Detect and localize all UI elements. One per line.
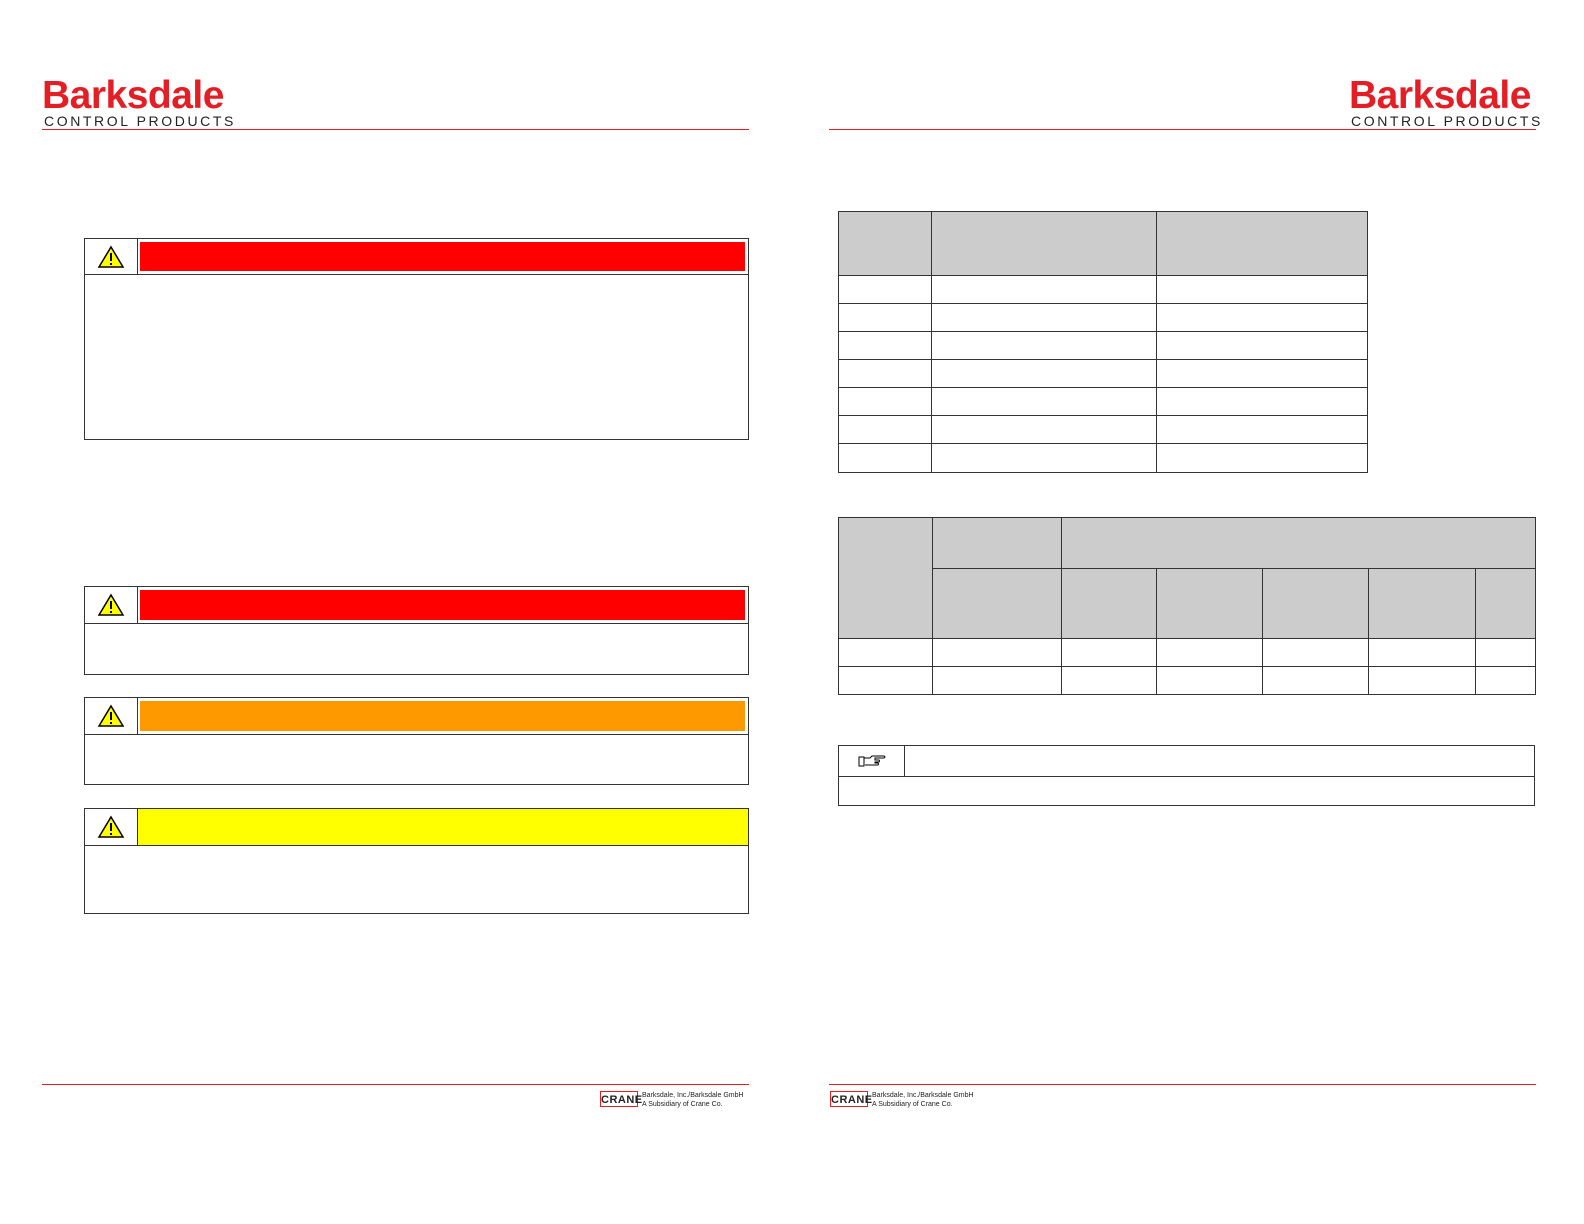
warning-band xyxy=(138,698,748,734)
table-header-row xyxy=(839,518,1536,569)
table-row xyxy=(839,416,1368,444)
table-header-cell xyxy=(839,518,933,639)
table-row xyxy=(839,667,1536,695)
right-logo xyxy=(1349,74,1543,129)
danger-band xyxy=(138,587,748,623)
table-header-cell xyxy=(1369,569,1476,639)
danger-box-2-header xyxy=(85,587,748,624)
table-row xyxy=(839,304,1368,332)
footer-company: Barksdale, Inc./Barksdale GmbH xyxy=(872,1092,974,1099)
warning-box xyxy=(84,697,749,785)
table-header-cell xyxy=(1062,518,1536,569)
left-logo-brand: Barksdale xyxy=(42,74,224,117)
left-logo xyxy=(42,74,236,129)
right-footer-rule xyxy=(829,1084,1536,1085)
note-box-header xyxy=(839,746,1534,777)
note-box xyxy=(838,745,1535,806)
table-subheader-row xyxy=(839,569,1536,639)
warning-triangle-icon xyxy=(85,239,138,274)
left-logo-tagline: CONTROL PRODUCTS xyxy=(44,113,236,129)
table-row xyxy=(839,388,1368,416)
table-header-cell xyxy=(932,212,1157,276)
warning-triangle-icon xyxy=(85,698,138,734)
footer-subsidiary: A Subsidiary of Crane Co. xyxy=(872,1101,953,1108)
footer-subsidiary: A Subsidiary of Crane Co. xyxy=(642,1101,723,1108)
footer-company: Barksdale, Inc./Barksdale GmbH xyxy=(642,1092,744,1099)
caution-band xyxy=(138,809,748,845)
table-header-cell xyxy=(1157,212,1368,276)
table-header-cell xyxy=(839,212,932,276)
table-row xyxy=(839,360,1368,388)
left-footer xyxy=(600,1091,744,1109)
table-header-row xyxy=(839,212,1368,276)
crane-logo: CRANE xyxy=(600,1091,638,1107)
warning-triangle-icon xyxy=(85,809,138,845)
danger-box-1 xyxy=(84,238,749,440)
pointing-hand-icon xyxy=(839,746,905,776)
table-header-cell xyxy=(1263,569,1369,639)
danger-box-1-header xyxy=(85,239,748,275)
left-header-rule xyxy=(42,129,749,130)
right-header-rule xyxy=(829,129,1536,130)
right-footer xyxy=(830,1091,974,1109)
caution-box xyxy=(84,808,749,914)
table-header-cell xyxy=(1062,569,1157,639)
table-row xyxy=(839,444,1368,473)
crane-logo: CRANE xyxy=(830,1091,868,1107)
table-header-cell xyxy=(933,518,1062,569)
left-footer-rule xyxy=(42,1084,749,1085)
danger-band xyxy=(138,239,748,274)
right-logo-brand: Barksdale xyxy=(1349,74,1531,117)
warning-triangle-icon xyxy=(85,587,138,623)
danger-box-2 xyxy=(84,586,749,675)
table-row xyxy=(839,639,1536,667)
table-header-cell xyxy=(1157,569,1263,639)
warning-box-header xyxy=(85,698,748,735)
right-logo-tagline: CONTROL PRODUCTS xyxy=(1351,113,1543,129)
table-header-cell xyxy=(1476,569,1536,639)
table-1 xyxy=(838,211,1368,473)
caution-box-header xyxy=(85,809,748,846)
table-2 xyxy=(838,517,1536,695)
table-row xyxy=(839,332,1368,360)
table-header-cell xyxy=(933,569,1062,639)
table-row xyxy=(839,276,1368,304)
